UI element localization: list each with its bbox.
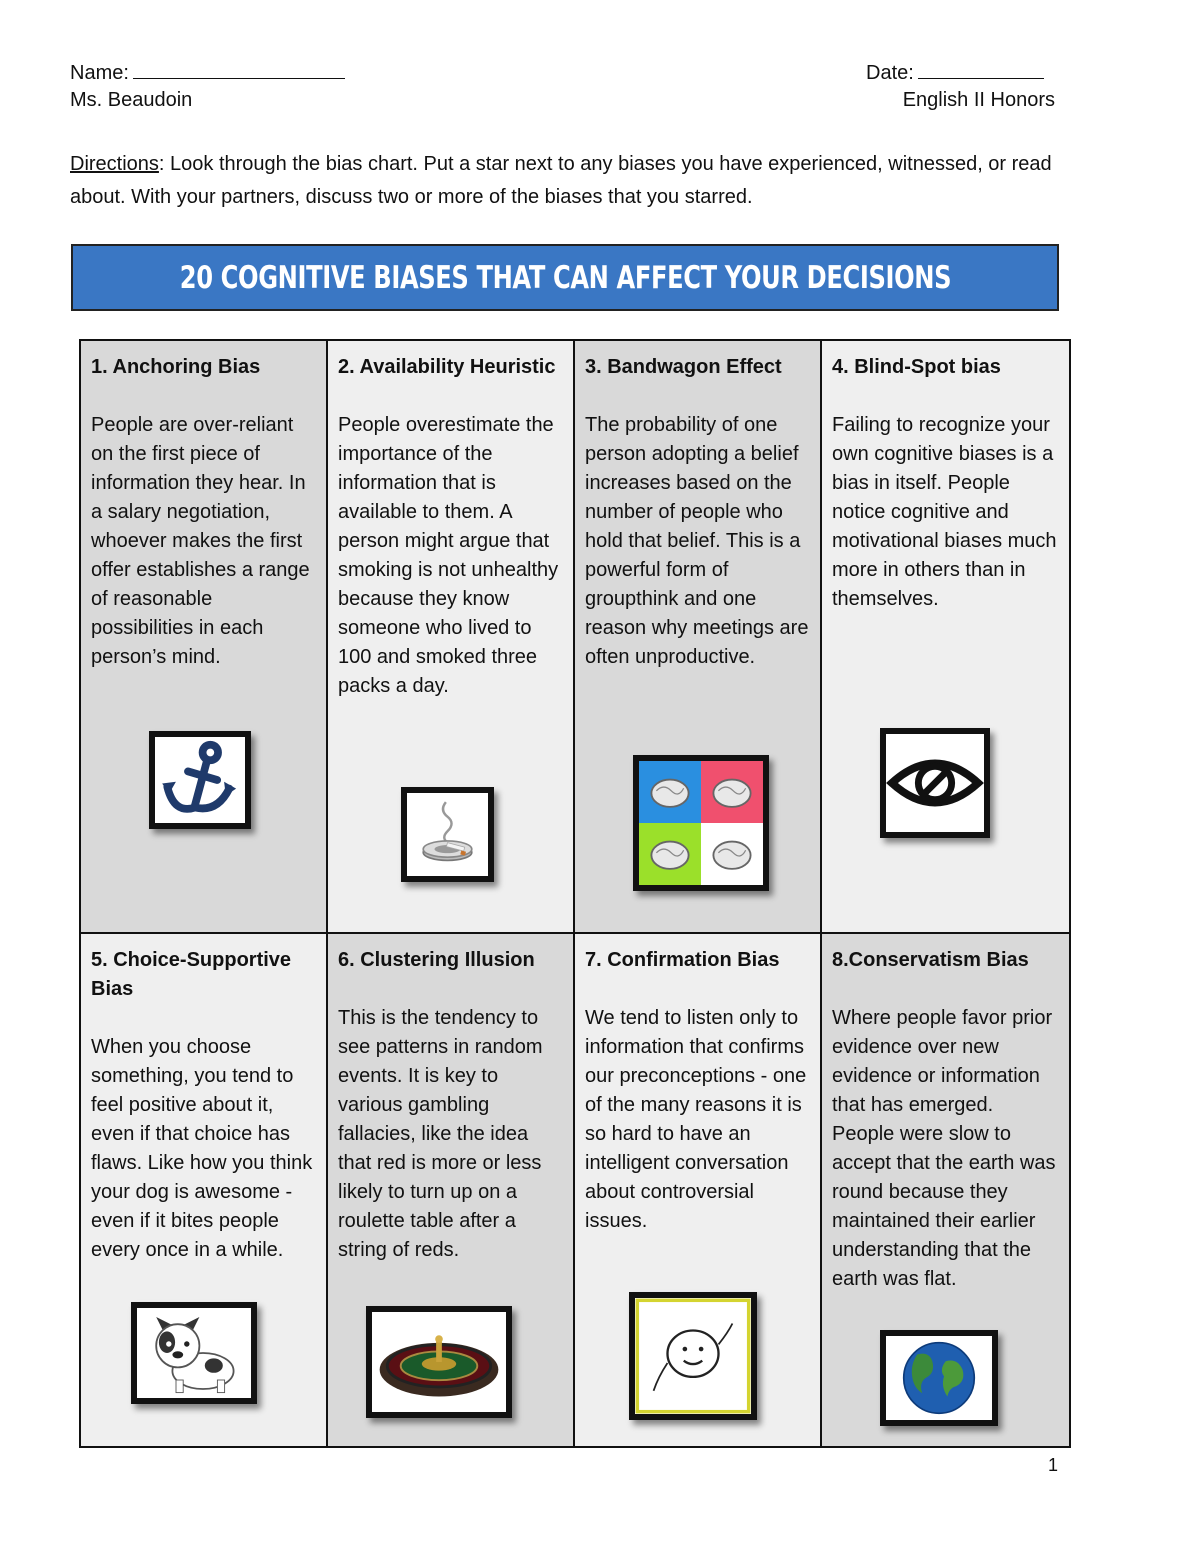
bias-description: This is the tendency to see patterns in random events. It is key to various gambling fallacies, like the idea that red is more or less likely to turn up on a roulette table after a string of reds. (338, 1007, 543, 1261)
bias-description: People are over-reliant on the first piece of information they hear. In a salary negotiation, whoever makes the first offer establishes a range of reasonable possibilities in each person’s mind. (91, 414, 310, 668)
name-line (70, 60, 345, 85)
bias-card-clustering-illusion (328, 934, 575, 1446)
date-label: Date: (866, 62, 914, 84)
bias-title: 4. Blind-Spot bias (832, 356, 1001, 378)
date-blank[interactable] (918, 60, 1044, 79)
bias-card-anchoring (81, 341, 328, 934)
bias-description: People overestimate the importance of the information that is available to them. A person might argue that smoking is not unhealthy because they know someone who lived to 100 and smoked three packs a day. (338, 414, 559, 697)
bias-card-conservatism (822, 934, 1069, 1446)
bias-chart (79, 339, 1071, 1448)
bias-description: Where people favor prior evidence over new evidence or information that has emerged. People were slow to accept that the earth was round because they maintained their earlier understanding that the earth was flat. (832, 1007, 1056, 1290)
chart-banner (71, 244, 1059, 311)
bias-title: 3. Bandwagon Effect (585, 356, 782, 378)
bias-description: The probability of one person adopting a belief increases based on the number of people who hold that belief. This is a powerful form of groupthink and one reason why meetings are often unproductive. (585, 414, 809, 668)
bias-card-confirmation (575, 934, 822, 1446)
brains-icon (633, 755, 769, 891)
bias-title: 6. Clustering Illusion (338, 949, 535, 971)
globe-icon (880, 1330, 998, 1426)
bias-description: We tend to listen only to information that confirms our preconceptions - one of the many reasons it is so hard to have an intelligent conversation about controversial issues. (585, 1007, 807, 1232)
name-blank[interactable] (133, 60, 345, 79)
bias-card-availability (328, 341, 575, 934)
bias-description: When you choose something, you tend to feel positive about it, even if that choice has flaws. Like how you think your dog is awesome - even if it bites people every once in a while. (91, 1036, 313, 1261)
directions-label: Directions (70, 153, 159, 175)
bias-title: 5. Choice-Supportive Bias (91, 949, 292, 1000)
bias-title: 8.Conservatism Bias (832, 949, 1029, 971)
bias-title: 1. Anchoring Bias (91, 356, 261, 378)
directions (70, 148, 1070, 214)
bias-card-blind-spot (822, 341, 1069, 934)
bias-card-choice-supportive (81, 934, 328, 1446)
banner-title: 20 COGNITIVE BIASES THAT CAN AFFECT YOUR DECISIONS (179, 259, 951, 296)
bias-title: 2. Availability Heuristic (338, 356, 556, 378)
directions-text: : Look through the bias chart. Put a star next to any biases you have experienced, witnessed, or read about. With your partners, discuss two or more of the biases that you starred. (70, 153, 1052, 208)
dog-icon (131, 1302, 257, 1404)
teacher-name: Ms. Beaudoin (70, 89, 193, 111)
listening-face-icon (629, 1292, 757, 1420)
anchor-icon (149, 731, 251, 829)
ashtray-icon (401, 787, 494, 882)
bias-card-bandwagon (575, 341, 822, 934)
bias-title: 7. Confirmation Bias (585, 949, 780, 971)
roulette-icon (366, 1306, 512, 1418)
blind-eye-icon (880, 728, 990, 838)
course-name: English II Honors (902, 89, 1055, 111)
page-number: 1 (1047, 1455, 1058, 1475)
date-line (866, 60, 1044, 85)
bias-description: Failing to recognize your own cognitive biases is a bias in itself. People notice cognitive and motivational biases much more in others than in themselves. (832, 414, 1057, 610)
name-label: Name: (70, 62, 129, 84)
